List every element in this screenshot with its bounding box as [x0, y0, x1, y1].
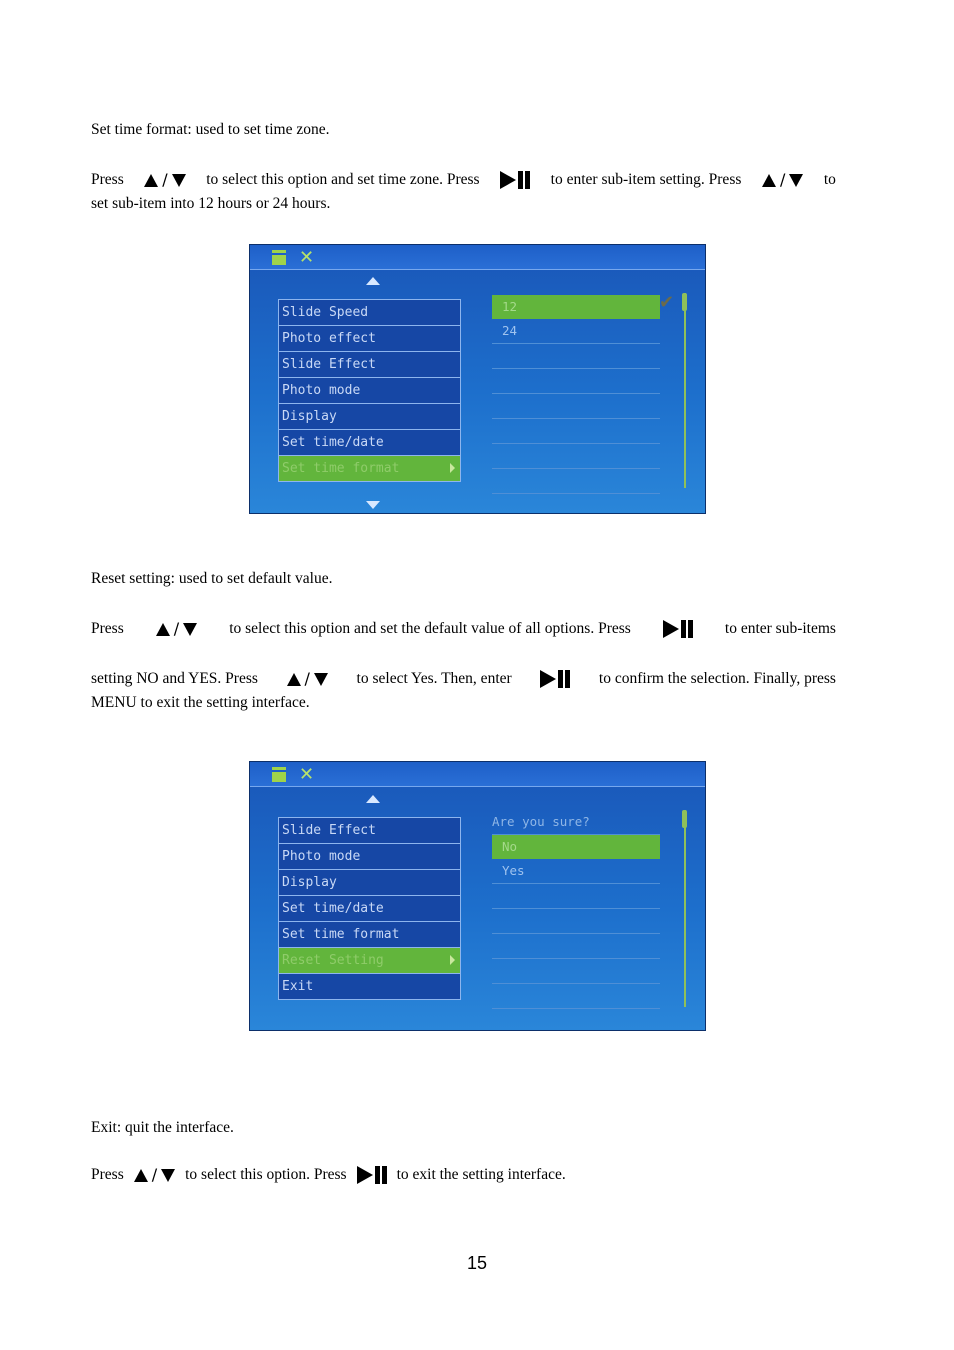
option: Yes: [492, 859, 660, 884]
menu-item: Slide Speed: [279, 300, 460, 326]
sub-options: [492, 810, 660, 1009]
text: to select this option. Press: [185, 1166, 347, 1183]
menu-item: Slide Effect: [279, 818, 460, 844]
text: to enter sub-items: [724, 620, 836, 637]
option-selected: 12: [492, 295, 660, 319]
tools-icon: ✕: [299, 764, 315, 785]
paragraph-time-format: [91, 168, 836, 216]
page-number: 15: [466, 1253, 488, 1273]
text: setting NO and YES. Press: [91, 670, 258, 687]
option-empty: [492, 419, 660, 444]
text-line: [91, 667, 836, 691]
option-empty: [492, 394, 660, 419]
menu-item: Display: [279, 404, 460, 430]
option-selected: No: [492, 835, 660, 859]
play-pause-icon: [540, 669, 570, 689]
option-empty: [492, 344, 660, 369]
section-heading-exit: Exit: quit the interface.: [91, 1119, 234, 1136]
screen-topbar: [250, 762, 705, 787]
text: to exit the setting interface.: [396, 1166, 566, 1183]
scrollbar: [684, 810, 686, 1007]
option-empty: [492, 934, 660, 959]
text: Press: [91, 620, 124, 637]
checkmark-icon: ✔: [659, 292, 675, 313]
menu-item: Exit: [279, 974, 460, 999]
play-pause-icon: [663, 619, 693, 639]
play-pause-icon: [500, 170, 530, 190]
option-empty: [492, 469, 660, 494]
paragraph-reset-1: [91, 617, 836, 641]
text: to confirm the selection. Finally, press: [598, 670, 836, 687]
screenshot-reset-setting: [249, 761, 706, 1031]
option: 24: [492, 319, 660, 344]
sub-options: [492, 295, 660, 494]
up-down-arrow-icon: /: [134, 1163, 175, 1187]
screenshot-time-format: [249, 244, 706, 514]
scroll-up-arrow-icon: [366, 277, 380, 285]
text-line: [91, 1163, 836, 1187]
option-empty: [492, 984, 660, 1009]
menu-item-selected: Reset Setting: [279, 948, 460, 974]
option-empty: [492, 369, 660, 394]
up-down-arrow-icon: /: [287, 667, 328, 691]
menu-item: Photo mode: [279, 844, 460, 870]
section-heading-time-format: Set time format: used to set time zone.: [91, 121, 330, 138]
menu-item: Set time/date: [279, 896, 460, 922]
screen-topbar: [250, 245, 705, 270]
text-line: MENU to exit the setting interface.: [91, 694, 310, 711]
text: to select this option and set the default value of all options. Press: [229, 620, 631, 637]
play-pause-icon: [357, 1165, 387, 1185]
confirm-question: Are you sure?: [492, 810, 660, 835]
menu-item: Photo effect: [279, 326, 460, 352]
up-down-arrow-icon: /: [144, 168, 185, 192]
menu-item: Slide Effect: [279, 352, 460, 378]
film-icon: [272, 767, 286, 782]
text-line: [91, 617, 836, 641]
menu-item: Photo mode: [279, 378, 460, 404]
text-line: [91, 168, 836, 192]
scrollbar-thumb: [682, 293, 687, 311]
text: to select this option and set time zone. Press: [206, 171, 480, 188]
scrollbar-thumb: [682, 810, 687, 828]
option-empty: [492, 959, 660, 984]
text: to: [823, 171, 836, 188]
scrollbar: [684, 293, 686, 488]
text: to enter sub-item setting. Press: [550, 171, 742, 188]
paragraph-exit: [91, 1163, 836, 1187]
menu-item: Display: [279, 870, 460, 896]
scroll-down-arrow-icon: [366, 501, 380, 509]
scroll-up-arrow-icon: [366, 795, 380, 803]
film-icon: [272, 250, 286, 265]
up-down-arrow-icon: /: [156, 617, 197, 641]
option-empty: [492, 884, 660, 909]
settings-menu: [278, 817, 461, 1000]
section-heading-reset: Reset setting: used to set default value.: [91, 570, 333, 587]
settings-menu: [278, 299, 461, 482]
tools-icon: ✕: [299, 247, 315, 268]
menu-item: Set time/date: [279, 430, 460, 456]
text: Press: [91, 1166, 124, 1183]
text-line: set sub-item into 12 hours or 24 hours.: [91, 195, 331, 212]
text: Press: [91, 171, 124, 188]
option-empty: [492, 909, 660, 934]
up-down-arrow-icon: /: [762, 168, 803, 192]
menu-item-selected: Set time format: [279, 456, 460, 481]
option-empty: [492, 444, 660, 469]
menu-item: Set time format: [279, 922, 460, 948]
paragraph-reset-2: [91, 667, 836, 715]
text: to select Yes. Then, enter: [356, 670, 512, 687]
